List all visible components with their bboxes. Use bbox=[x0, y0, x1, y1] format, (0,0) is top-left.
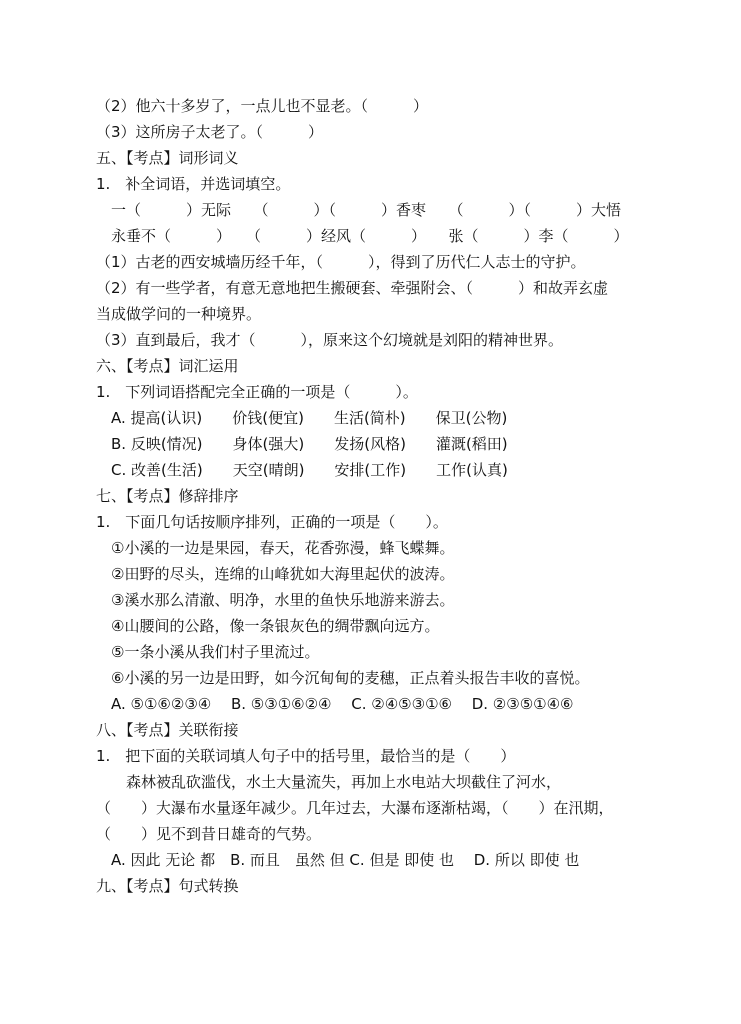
section-heading-9: 九、【考点】句式转换 bbox=[96, 877, 239, 895]
options-7: A. ⑤①⑥②③④ B. ⑤③①⑥②④ C. ②④⑤③①⑥ D. ②③⑤①④⑥ bbox=[96, 695, 574, 713]
text-line-29: （ ）见不到昔日雄奇的气势。 bbox=[96, 825, 322, 843]
option-c-6: C. 改善(生活) 天空(晴朗) 安排(工作) 工作(认真) bbox=[96, 461, 508, 479]
section-heading-5: 五、【考点】词形词义 bbox=[96, 149, 239, 167]
option-b-6: B. 反映(情况) 身体(强大) 发扬(风格) 灌溉(稻田) bbox=[96, 435, 508, 453]
sentence-4: ④山腰间的公路，像一条银灰色的绸带飘向远方。 bbox=[96, 617, 440, 635]
section-heading-8: 八、【考点】关联衔接 bbox=[96, 721, 239, 739]
sentence-2: ②田野的尽头，连绵的山峰犹如大海里起伏的波涛。 bbox=[96, 565, 455, 583]
sentence-1: ①小溪的一边是果园，春天，花香弥漫，蜂飞蝶舞。 bbox=[96, 539, 455, 557]
text-line-5: 一（ ）无际 （ ）（ ）香枣 （ ）（ ）大悟 bbox=[96, 201, 622, 219]
section-heading-7: 七、【考点】修辞排序 bbox=[96, 487, 239, 505]
text-line-9: 当成做学问的一种境界。 bbox=[96, 305, 262, 323]
sentence-6: ⑥小溪的另一边是田野，如今沉甸甸的麦穗，正点着头报告丰收的喜悦。 bbox=[96, 669, 590, 687]
text-line-7: （1）古老的西安城墙历经千年，（ ），得到了历代仁人志士的守护。 bbox=[96, 253, 586, 271]
text-line-1: （2）他六十多岁了，一点儿也不显老。（ ） bbox=[96, 97, 429, 115]
text-line-10: （3）直到最后，我才（ ），原来这个幻境就是刘阳的精神世界。 bbox=[96, 331, 564, 349]
text-line-8: （2）有一些学者，有意无意地把生搬硬套、牵强附会、（ ）和故弄玄虚 bbox=[96, 279, 609, 297]
question-5-1: 1. 补全词语，并选词填空。 bbox=[96, 175, 291, 193]
text-line-6: 永垂不（ ） （ ）经风（ ） 张（ ）李（ ） bbox=[96, 227, 629, 245]
question-8-1: 1. 把下面的关联词填人句子中的括号里，最恰当的是（ ） bbox=[96, 747, 516, 765]
question-6-1: 1. 下列词语搭配完全正确的一项是（ ）。 bbox=[96, 383, 418, 401]
text-line-27: 森林被乱砍滥伐，水土大量流失，再加上水电站大坝截住了河水， bbox=[96, 773, 562, 791]
section-heading-6: 六、【考点】词汇运用 bbox=[96, 357, 239, 375]
text-line-2: （3）这所房子太老了。（ ） bbox=[96, 123, 324, 141]
option-a-6: A. 提高(认识) 价钱(便宜) 生活(简朴) 保卫(公物) bbox=[96, 409, 508, 427]
text-line-28: （ ）大瀑布水量逐年减少。几年过去，大瀑布逐渐枯竭，（ ）在汛期， bbox=[96, 799, 614, 817]
sentence-3: ③溪水那么清澈、明净，水里的鱼快乐地游来游去。 bbox=[96, 591, 455, 609]
sentence-5: ⑤一条小溪从我们村子里流过。 bbox=[96, 643, 320, 661]
question-7-1: 1. 下面几句话按顺序排列，正确的一项是（ ）。 bbox=[96, 513, 448, 531]
options-8: A. 因此 无论 都 B. 而且 虽然 但 C. 但是 即使 也 D. 所以 即使 也 bbox=[96, 851, 580, 869]
